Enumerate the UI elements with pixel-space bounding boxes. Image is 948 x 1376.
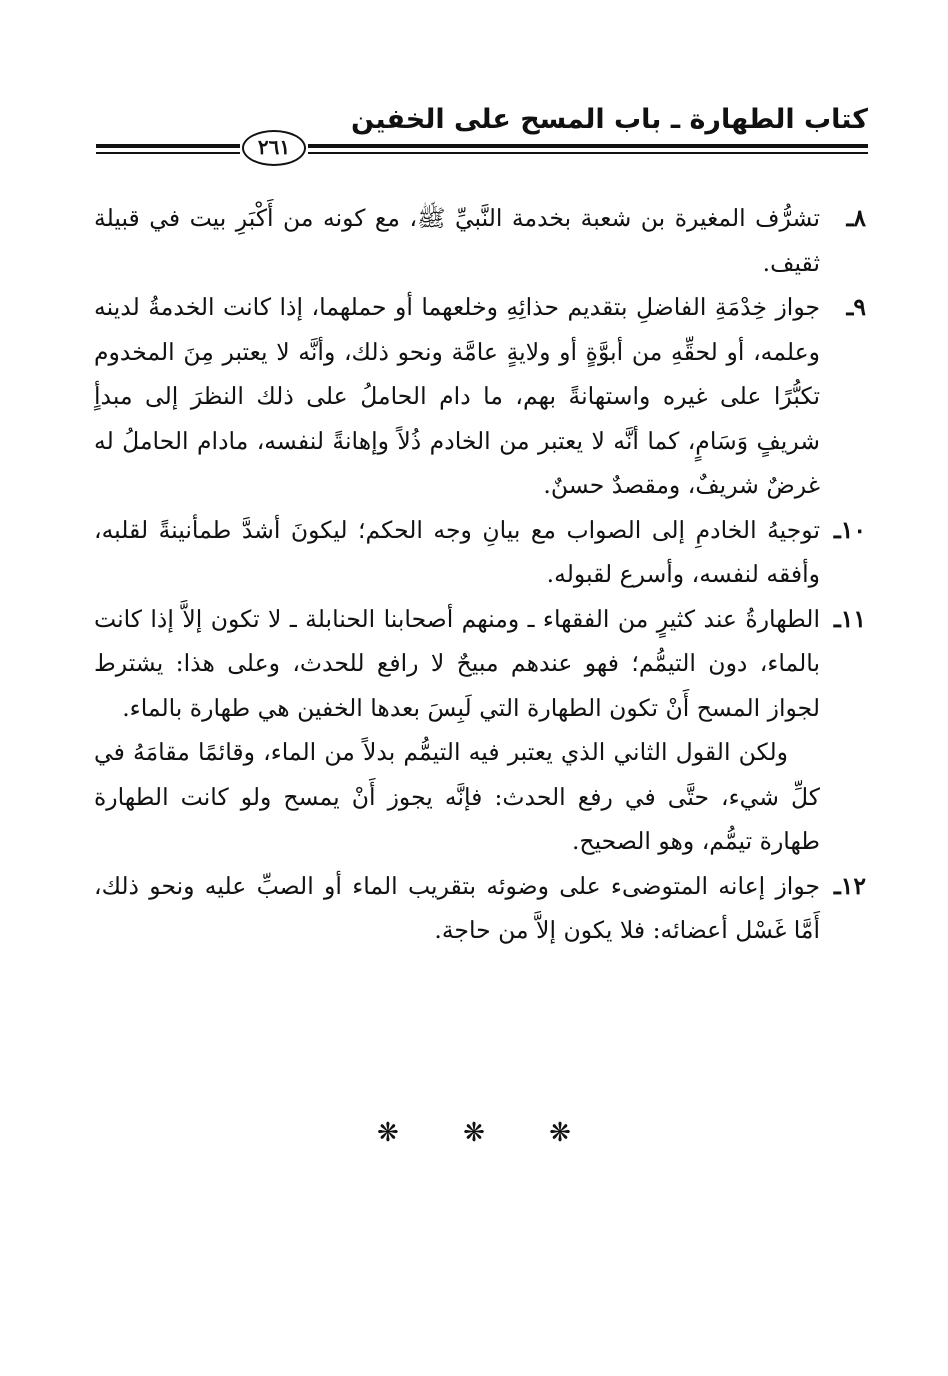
header-rule (96, 152, 240, 154)
item-text: جواز إعانه المتوضىء على وضوئه بتقريب الماء أو الصبِّ عليه ونحو ذلك، أَمَّا غَسْل أعضائه: فلا يكون إلاَّ من حاجة. (94, 871, 820, 944)
item-number: ٨ـ (846, 204, 866, 232)
list-item (94, 597, 866, 731)
item-text: جواز خِدْمَةِ الفاضلِ بتقديم حذائِهِ وخلعهما أو حملهما، إذا كانت الخدمةُ لدينه وعلمه، أو لحقِّهِ من أبوَّةٍ أو ولايةٍ عامَّة ونحو ذلك، وأنَّه لا يعتبر مِنَ المخدوم تكبُّرًا على غيره واستهانةً بهم، ما دام الحاملُ على ذلك النظرَ إلى مبدأٍ شريفٍ وَسَامٍ، كما أنَّه لا يعتبر من الخادم ذُلاً وإهانةً لنفسه، مادام الحاملُ له غرضٌ شريفٌ، ومقصدٌ حسنٌ. (94, 293, 820, 499)
page-body (94, 196, 866, 953)
item-number: ٩ـ (846, 293, 866, 321)
list-item (94, 508, 866, 597)
page-header (96, 100, 868, 162)
list-item (94, 285, 866, 508)
item-number: ١٢ـ (833, 871, 866, 900)
running-title: كتاب الطهارة ـ باب المسح على الخفين (351, 104, 868, 135)
item-text: توجيهُ الخادمِ إلى الصواب مع بيانِ وجه الحكم؛ ليكونَ أشدَّ طمأنينةً لقلبه، وأفقه لنفسه، وأسرع لقبوله. (94, 515, 820, 588)
header-rule (308, 152, 868, 154)
item-number: ١٠ـ (833, 515, 866, 544)
page-number: ٢٦١ (242, 130, 306, 166)
continuation-paragraph: ولكن القول الثاني الذي يعتبر فيه التيمُّم بدلاً من الماء، وقائمًا مقامَهُ في كلِّ شيء، حتَّى في رفع الحدث: فإنَّه يجوز أَنْ يمسح ولو كانت الطهارة طهارة تيمُّم، وهو الصحيح. (94, 738, 820, 855)
item-text: الطهارةُ عند كثيرٍ من الفقهاء ـ ومنهم أصحابنا الحنابلة ـ لا تكون إلاَّ إذا كانت بالماء، دون التيمُّم؛ فهو عندهم مبيحٌ لا رافع للحدث، وعلى هذا: يشترط لجواز المسح أَنْ تكون الطهارة التي لَبِسَ بعدها الخفين هي طهارة بالماء. (94, 604, 820, 722)
header-rule (308, 144, 868, 148)
item-text: تشرُّف المغيرة بن شعبة بخدمة النَّبيِّ ﷺ، مع كونه من أَكْبَرِ بيت في قبيلة ثقيف. (94, 204, 820, 277)
list-item (94, 864, 866, 953)
item-number: ١١ـ (833, 604, 866, 633)
section-divider: ❋ ❋ ❋ (377, 1118, 599, 1148)
list-item (94, 196, 866, 285)
header-rule (96, 144, 240, 148)
